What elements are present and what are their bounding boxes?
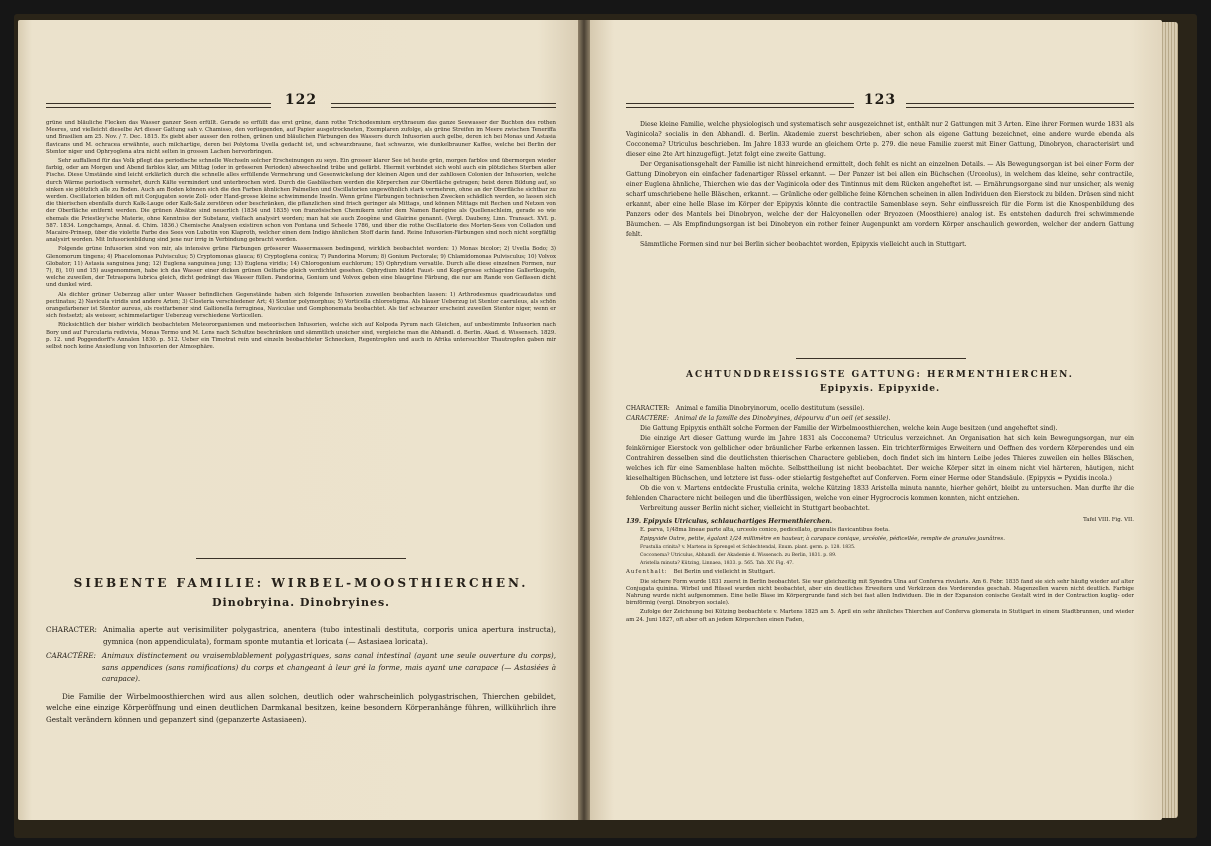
character-text: Animal e familia Dinobryinorum, ocello destitutum (sessile). [675,405,865,412]
family-title: SIEBENTE FAMILIE: WIRBEL-MOOSTHIERCHEN. [73,576,529,590]
book-gutter [578,20,590,820]
page-number: 123 [863,92,897,108]
species-latin: E. parva, 1/48ma lineae parte alta, urceolo conico, pedicellato, granulis flavicantibus foeta. [640,527,890,533]
genus-title: ACHTUNDDREISSIGSTE GATTUNG: HERMENTHIERCHEN. [686,370,1074,380]
family-subtitle: Dinobryina. Dinobryines. [211,596,391,609]
left-page [18,20,578,820]
divider [196,558,406,559]
character-label: CHARACTER: [46,625,97,634]
paragraph: Der Organisationsgehalt der Familie ist nicht hinreichend ermittelt, doch fehlt es nicht an einzelnen Details. — Als Bewegungsorgan ist bei einer Form der Gattung Dinobryon ein einfacher fadenartiger Rüssel erkannt. — Der Panzer ist bei allen ein Büchschen (Urceolus), in welchem das kleine, sehr contractile, einer Euglena ähnliche, Thierchen wie das der Vaginicola oder des Tintinnus mit dem Rücken angeheftet ist. — Ernährungsorgane sind nur unsicher, als wenig scharf umschriebene helle Bläschen, erkannt. — Grünliche oder gelbliche feine Körnchen scheinen in allen Individuen den Eierstock zu bilden. Drüsen sind nicht erkannt, aber eine helle Blase im Körper der Epipyxis könnte die contractile Samenblase seyn. Sehr einflussreich für die Form ist die Knospenbildung des Panzers oder des Mantels bei Dinobryon, welche der der Halcyonellen oder Bryozoen (Moosthiere) analog ist. Es entstehen dadurch frei schwimmende Bäumchen. — Als Empfindungsorgan ist bei Dinobryon ein rother feiner Augenpunkt am vordern Körper anschaulich geworden, welcher der andern Gattung fehlt. [626,161,1134,238]
header-rule [906,103,1134,108]
species-heading-row [626,517,1134,527]
right-page-header [626,92,1134,110]
left-body-text [46,120,556,353]
genus-subtitle: Epipyxis. Epipyxide. [819,384,941,394]
header-rule [331,103,556,108]
page-number: 122 [284,92,318,108]
paragraph: Die sichere Form wurde 1831 zuerst in Berlin beobachtet. Sie war gleichzeitig mit Synedra Ulna auf Conferva rivularis. Am 6. Febr. 1835 fand sie sich sehr häufig wieder auf alter Conjugata quinina. Wirbel und Rüssel wurden nicht beobachtet, aber ein deutliches Erweitern und Verkürzen des Vorderendes geschah. Magenzellen waren nicht deutlich. Farbige Nahrung wurde nicht aufgenommen. Eine helle Blase im Körpergrunde fand sich bei fast allen Individuen. Die in der Expansion conische Gestalt wird in der Contraction kuglig- oder birnförmig (vergl. Dinobryon sociale). [626,578,1134,607]
paragraph: Folgende grüne Infusorien sind von mir, als intensive grüne Färbungen grösserer Wassermassen bedingend, wirklich beobachtet worden: 1) Monas bicolor; 2) Uvella Bodo; 3) Glenomorum tingens; 4) Phacelomonas Pulvisculus; 5) Cryptomonas glauca; 6) Cryptoglena conica; 7) Pandorina Morum; 8) Gonium Pectorale; 9) Chlamidomonas Pulvisculus; 10) Volvox Globator; 11) Astasia sanguinea jung; 12) Euglena sanguinea jung; 13) Euglena viridis; 14) Chlorogonium euchlorum; 15) Ophrydium versatile. Durch alle diese einzelnen Formen, nur 7), 8), 10) und 15) ausgenommen, habe ich das Wasser einer dicken grünen Oelfarbe gleich verdichtet gesehen. Ophrydium bildet Faust- und Kopf-grosse schlagrüne Gallertkugeln, welche zuweilen, der Tetraspora lubrica gleich, dicht gedrängt das Wasser füllen. Pandorina, Gonium und Volvox geben eine blaugrüne Färbung, die nur am Rande von Gefässen dicht und dunkel wird. [46,246,556,289]
synonym-list [626,545,1134,567]
species-french: Epipyxide Outre, petite, égalant 1/24 millimètre en hauteur, à carapace conique, urcéolée, pédicellée, remplie de granules jaunâtres. [640,536,1005,543]
caractere-text: Animaux distinctement ou vraisemblablement polygastriques, sans canal intestinal (ayant une seule ouverture du corps), sans appendices (sans ramifications) du corps et changeant à leur gré la forme, mais ayant une carapace (— Astasiées à carapace). [101,651,556,683]
family-heading [46,576,556,609]
genus-body [626,404,1134,626]
left-page-header [46,92,556,110]
header-rule [626,103,854,108]
page-edges [1162,22,1178,818]
paragraph: Sämmtliche Formen sind nur bei Berlin sicher beobachtet worden, Epipyxis vielleicht auch in Stuttgart. [640,241,967,248]
paragraph: Die einzige Art dieser Gattung wurde im Jahre 1831 als Cocconema? Utriculus verzeichnet. An Organisation hat sich kein Bewegungsorgan, nur ein feinkörniger Eierstock von gelblicher oder bräunlicher Farbe erkennen lassen. Ein trichterförmiges Erweitern und Oeffnen des vordern Körperendes und ein Contrahiren desselben sind die deutlichsten thierischen Charactere geblieben, doch findet sich im hintern Leibe jedes Thieres zuweilen ein helles Bläschen, welches ich für eine Samenblase halten möchte. Selbsttheilung ist nicht beobachtet. Der weiche Körper sitzt in einem nicht viel härteren, häutigen, nicht kieselhaltigen Büchschen, und letztere ist fuss- oder stielartig festgeheftet auf Conferven. Form einer Herme oder Standsäule. (Epipyxis = Pyxidis incola.) [626,435,1134,482]
paragraph: Ob die von v. Martens entdeckte Frustulia crinita, welche Kützing 1833 Aristella minuta nannte, hierher gehört, bleibt zu untersuchen. Man durfte ihr die fehlenden Charactere nicht beilegen und die überflüssigen, welche von einer Hygrocrocis kommen konnten, nicht entziehen. [626,485,1134,502]
caractere-label: CARACTÈRE: [626,415,669,422]
species-heading: 139. Epipyxis Utriculus, schlauchartiges Hermenthierchen. [626,518,833,525]
genus-heading [626,370,1134,394]
synonym-item: Cocconema? Utriculus, Abhandl. der Akademie d. Wissensch. zu Berlin, 1831. p. 89. [640,553,837,559]
habitat-text: Bei Berlin und vielleicht in Stuttgart. [673,569,776,576]
caractere-text: Animal de la famille des Dinobryines, dépourvu d'un oeil (et sessile). [674,415,891,422]
divider [796,358,966,359]
species-plate-ref: Tafel VIII. Fig. VII. [1083,517,1134,523]
paragraph: Verbreitung ausser Berlin nicht sicher, vielleicht in Stuttgart beobachtet. [640,505,870,512]
right-intro-text [626,120,1134,250]
paragraph: Diese kleine Familie, welche physiologisch und systematisch sehr ausgezeichnet ist, enthält nur 2 Gattungen mit 3 Arten. Eine ihrer Formen wurde 1831 als Vaginicola? socialis in den Abhandl. d. Berlin. Akademie zuerst beschrieben, aber schon als eigene Gattung bezeichnet, eine andere wurde ebenda als Cocconema? Utriculus beschrieben. Im Jahre 1833 wurde an gleichem Orte p. 279. die neue Familie zuerst mit Einer Gattung, Dinobryon, characterisirt und dieser eine 2te Art hinzugefügt. Jetzt folgt eine zweite Gattung. [626,121,1134,158]
synonym-item: Frustulia crinita? v. Martens in Sprengel et Schlechtendal, Enum. plant. germ. p. 128. 1835. [640,545,856,551]
paragraph: Als dichter grüner Ueberzug aller unter Wasser befindlichen Gegenstände haben sich folgende Infusorien zuweilen beobachten lassen: 1) Arthrodesmus quadricaudatus und pectinatus; 2) Navicula viridis und andere Arten; 3) Closteria verschiedener Art; 4) Stentor polymorphus; 5) Vorticella chlorostigma. Als blauer Ueberzug ist Stentor caeruleus, als schön orangefarbener ist Stentor aureus, als rostfarbener sind Gallionella ferruginea, Naviculae und Gomphonemata beobachtet. Als tief schwarzer erscheint zuweilen Stentor niger, wenn er sich festsetzt; als weisser, schimmelartiger Ueberzug verschiedene Vorticellen. [46,291,556,320]
habitat-row [626,569,1134,578]
family-character [46,624,556,725]
habitat-label: Aufenthalt: [626,569,668,576]
paragraph: Sehr auffallend für das Volk pflegt das periodische schnelle Wechseln solcher Erscheinungen zu seyn. Ein grosser klarer See ist heute grün, morgen farblos und übermorgen wieder farbig, oder am Morgen und Abend farblos klar, am Mittag (oder in grösseren Perioden) abwechselnd trübe und gefärbt. Hiermit verbindet sich wohl auch ein plötzliches Sterben aller Fische. Diese Umstände sind leicht erklärlich durch die schnelle alles erfüllende Vermehrung und Gesenwickelung der kleinen Algen und der zahllosen Colonien der Infusorien, welche durch Wärme periodisch vermehrt, durch Kälte vermindert und unterbrochen wird. Durch die Gasbläschen werden die Körperchen zur Oberfläche getragen; heist deren Bildung auf, so sinken sie plötzlich alle zu Boden. Auch am Boden können sich die den Farben ähnlichen Palmellen und Oscillatorien ungewöhnlich stark vermehren, ohne an der Oberfläche sichtbar zu werden. Oscillatorien bilden oft mit Conjugaten sowie Zoll- oder Hand-grosse kleine schwimmende Inseln. Wenn grüne Färbungen technischen Zwecken schädlich werden, so lassen sich die thierischen ebenfalls durch Kalk-Lauge oder Kalk-Salz zerstören oder beschränken, die pflanzlichen sind frisch geringer als Mittags, und können Mittags mit Rechen und Netzen von der Oberfläche entfernt werden. Die grünen Absätze sind neuerlich (1834 und 1835) von französischen Chemikern unter dem Namen Barégine als Quellenschleim, gerade so wie ehemals die Priestley'sche Materie, ohne Kenntniss der Substanz, vielfach analysirt worden; man hat sie auch Zoogène und Glairine genannt. (Vergl. Daubeny, Linn. Transact. XVI. p. 587. 1834. Longchamps, Annal. d. Chim. 1836.) Chemische Analysen existiren schon von Fontana und Scheele 1786, und über die rothe Oscillatorie des Morten-Sees von Colladon und Macaire-Prinsep, über die violette Farbe des Sees von Lubotin von Klaproth, welcher einen dem Indigo ähnlichen Stoff darin fand. Reine Infusorien-Färbungen sind noch nicht sorgfältig analysirt worden. Mit Infusorienbildung sind jene nur irrig in Verbindung gebracht worden. [46,158,556,244]
paragraph: Rücksichtlich der bisher wirklich beobachteten Meteororganismen und meteorischen Infusorien, welche sich auf Kolpoda Pyrum nach Gleichen, auf unbestimmte Infusorien nach Bory und auf Furcularia redivivia, Monas Termo und M. Lens nach Schultze beschränken und sämmtlich unsicher sind, vergleiche man die Abhandl. d. Berlin. Akad. d. Wissensch. 1829. p. 12. und Poggendorff's Annalen 1830. p. 512. Ueber ein Timotrat rein und einzeln beobachteter Schnecken, Regentropfen und auch in Afrika untersuchter Thautropfen gaben mir selbst noch keine Ansiedlung von Infusorien der Atmosphäre. [46,322,556,351]
paragraph: grüne und bläuliche Flecken das Wasser ganzer Seen erfüllt. Gerade so erfüllt das erst grüne, dann rothe Trichodesmium erythraeum das ganze Seewasser der Buchten des rothen Meeres, und vielleicht dieselbe Art dieser Gattung sah v. Chamisso, den vorliegenden, auf Papier ausgetrockneten, Exemplaren zufolge, als grüne Streifen im Meere zwischen Teneriffa und Brasilien am 25. Nov. / 7. Dec. 1815. Es giebt aber ausser den rothen, grünen und bläulichen Färbungen des Wassers durch Infusorien auch gelbe, deren ich bei Monas und Astasia flavicans und M. ochracea erwähnte, auch milchartige, deren bei Polytoma Uvella gedacht ist, und schwarzbraune, fast schwarze, wie dunkelbrauner Kaffee, welche bei Berlin der Stentor niger und Ophryoglena atra nicht selten in grossen Lachen hervorbringen. [46,120,556,155]
right-page [590,20,1162,820]
character-text: Animalia aperte aut verisimiliter polygastrica, anentera (tubo intestinali destituta, corporis unica apertura instructa), gymnica (non appendiculata), formam sponte mutantia et loricata (— Astasiaea loricata). [102,625,556,646]
paragraph: Zufolge der Zeichnung bei Kützing beobachtete v. Martens 1825 am 5. April ein sehr ähnliches Thierchen auf Conferva glomerata in Stuttgart in einem Stadtbrunnen, und wieder am 24. Juni 1827, oft aber oft an jedem Körperchen einen Faden, [626,609,1134,623]
paragraph: Die Gattung Epipyxis enthält solche Formen der Familie der Wirbelmoosthierchen, welche kein Auge besitzen (und angeheftet sind). [640,425,1058,432]
character-label: CHARACTER: [626,405,670,412]
header-rule [46,103,271,108]
caractere-label: CARACTÈRE: [46,651,96,660]
family-paragraph: Die Familie der Wirbelmoosthierchen wird aus allen solchen, deutlich oder wahrscheinlich polygastrischen, Thierchen gebildet, welche eine einzige Körperöffnung und einen deutlichen Darmkanal besitzen, keine besondern Körperanhänge führen, willkührlich ihre Gestalt verändern können und gepanzert sind (gepanzerte Astasiaeen). [46,691,556,724]
synonym-item: Aristella minuta? Kützing, Linnaea, 1833. p. 565. Tab. XV. Fig. 47. [640,561,794,567]
